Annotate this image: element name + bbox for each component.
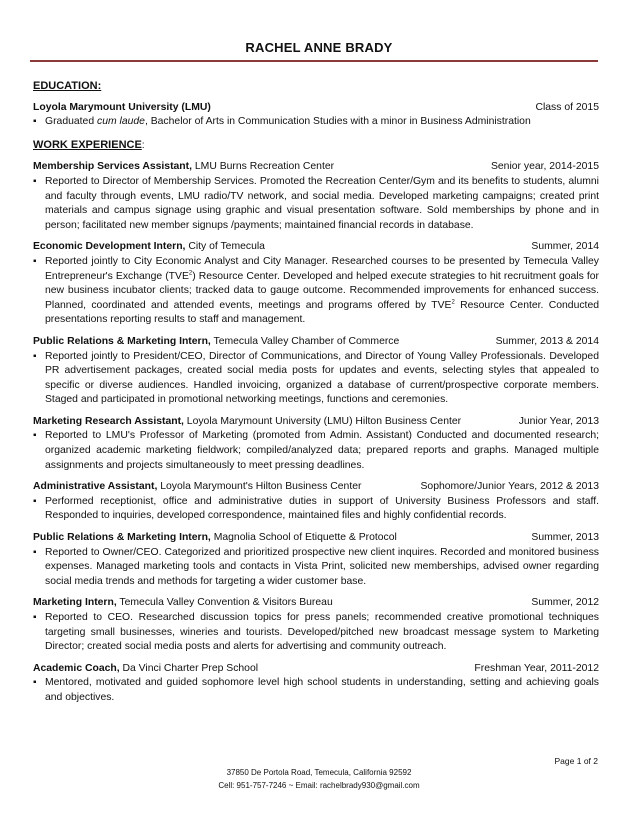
job-header [33,240,599,255]
job-date: Summer, 2013 [531,532,599,544]
job-date: Freshman Year, 2011-2012 [474,662,599,674]
job-org: Temecula Valley Convention & Visitors Bureau [116,597,333,609]
job-description: ▪ Reported jointly to President/CEO, Director of Communications, and Director of Young Valley Professionals. Developed PR advertisement packages, created social media posts for updates and events, selecting styles that appealed to specific or diverse audiences. Handled invoicing, organized a database of current/prospective corporate members. Staged and participated in promotional networking meetings, functions and ceremonies. [33,350,599,408]
job-org: Da Vinci Charter Prep School [119,662,259,674]
job-header [33,415,599,430]
job-date: Summer, 2013 & 2014 [495,335,599,347]
candidate-name: RACHEL ANNE BRADY [245,40,393,55]
job-date: Summer, 2012 [531,597,599,609]
job-role: Academic Coach, [33,662,120,674]
job-role: Administrative Assistant, [33,481,158,493]
page-number: Page 1 of 2 [554,756,598,766]
job-header [33,596,599,611]
education-heading: EDUCATION: [33,80,102,92]
footer-address: 37850 De Portola Road, Temecula, California 92592 [226,768,412,777]
school-name: Loyola Marymount University (LMU) [33,101,211,113]
job-header [33,662,599,677]
education-row [33,101,599,116]
experience-heading: WORK EXPERIENCE: [33,138,145,151]
job-header [33,531,599,546]
job-org: Magnolia School of Etiquette & Protocol [210,532,397,544]
job-org: Loyola Marymount University (LMU) Hilton Business Center [183,415,462,427]
job-role: Marketing Intern, [33,597,117,609]
job-date: Junior Year, 2013 [518,415,599,427]
job-org: Loyola Marymount's Hilton Business Center [157,481,362,493]
job-org: City of Temecula [185,241,265,253]
job-header [33,160,599,175]
job-date: Sophomore/Junior Years, 2012 & 2013 [420,481,599,493]
header-divider [30,60,598,62]
job-date: Senior year, 2014-2015 [490,161,599,173]
job-org: LMU Burns Recreation Center [192,161,335,173]
job-description: ▪ Reported to Director of Membership Services. Promoted the Recreation Center/Gym and its benefits to students, alumni and faculty through events, LMU radio/TV network, and social media. Developed marketing campaigns; created print materials and campus signage using graphic and visual presentation software. Sold memberships by phone and in person; facilitated new member signups /payments; maintained financial records in database. [33,175,599,233]
job-description: ▪ Mentored, motivated and guided sophomore level high school students in understanding, setting and achieving goals and objectives. [33,676,599,705]
job-header [33,335,599,350]
job-role: Marketing Research Assistant, [33,415,184,427]
job-role: Public Relations & Marketing Intern, [33,532,211,544]
education-detail: ▪ Graduated cum laude, Bachelor of Arts in Communication Studies with a minor in Business Administration [33,115,599,130]
resume-content [33,79,599,706]
footer-contact: Cell: 951-757-7246 ~ Email: rachelbrady930@gmail.com [218,781,420,790]
job-org: Temecula Valley Chamber of Commerce [210,335,400,347]
job-description: ▪ Reported jointly to City Economic Analyst and City Manager. Researched courses to be presented by Temecula Valley Entrepreneur's Exchange (TVE$^2$) Resource Center. Developed and helped execute strategies to hit recruitment goals for new business incubator clients; tracked data to gauge outcome. Recommended improvements for enhanced success. Planned, coordinated and attended events, meetings and programs offered by TVE$^2$ Resource Center. Conducted presentations reporting results to staff and management. [33,255,599,328]
job-date: Summer, 2014 [531,241,599,253]
job-header [33,480,599,495]
graduation-date: Class of 2015 [535,101,599,113]
job-role: Public Relations & Marketing Intern, [33,335,211,347]
job-description: ▪ Reported to Owner/CEO. Categorized and prioritized prospective new client inquires. Recorded and monitored business expenses. Managed marketing tools and contacts in Vista Print, solicited new memberships, advised owner regarding social media trends and methods for targeting a wider customer base. [33,546,599,590]
job-role: Membership Services Assistant, [33,161,193,173]
job-description: ▪ Performed receptionist, office and administrative duties in support of University Business Professors and staff. Responded to inquiries, developed correspondence, maintained files and highly confidential records. [33,495,599,524]
job-description: ▪ Reported to CEO. Researched discussion topics for press panels; recommended creative promotional techniques targeting small businesses, wineries and tourists. Developed/pitched new broadcast message system to Marketing Director; created social media posts and alerts for advertising and community outreach. [33,611,599,655]
job-description: ▪ Reported to LMU's Professor of Marketing (promoted from Admin. Assistant) Conducted and documented research; organized academic marketing fieldwork; compiled/analyzed data; prepared reports and graphs. Managed multiple assignments and projects simultaneously to meet pressing deadlines. [33,429,599,473]
job-role: Economic Development Intern, [33,241,186,253]
